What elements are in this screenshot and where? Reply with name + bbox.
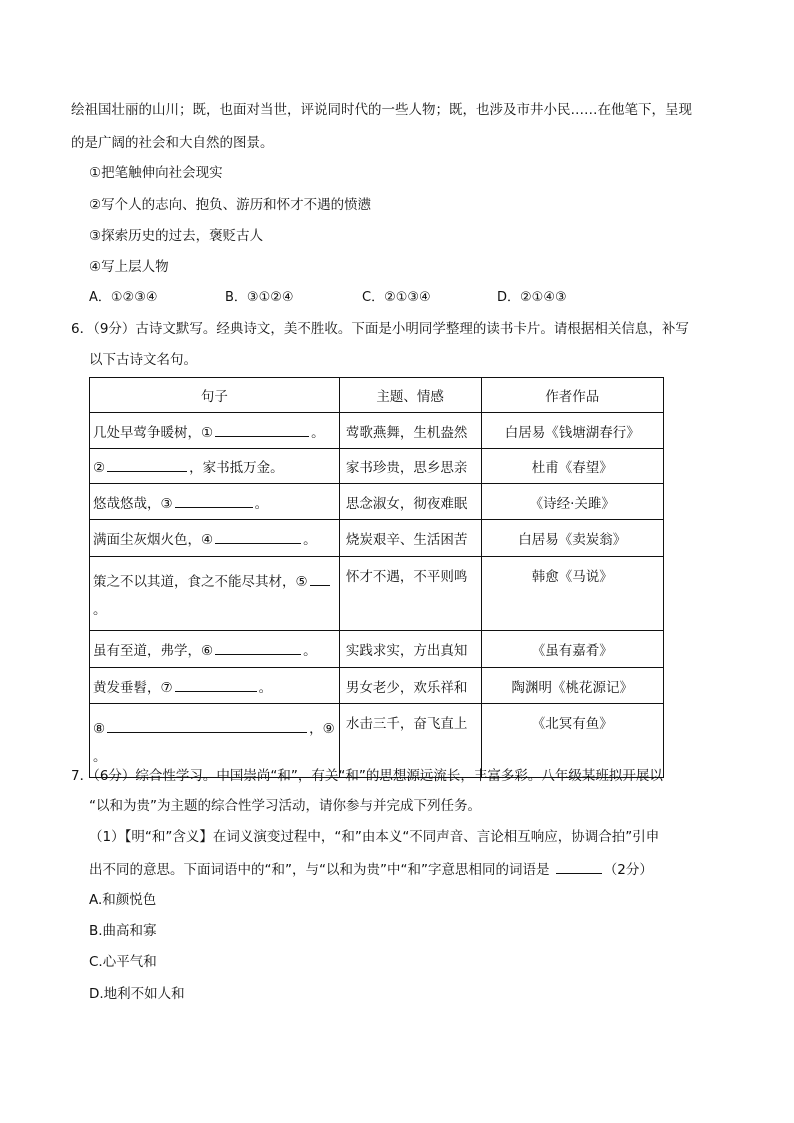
q6-line-1: 6．（9分）古诗文默写。经典诗文，美不胜收。下面是小明同学整理的读书卡片。请根据相关信息，补写 [71,321,689,337]
sentence-cell: 几处早莺争暖树，① 。 [90,413,340,449]
choice-c[interactable]: C.心平气和 [89,954,157,970]
answer-blank-q7[interactable] [556,860,602,874]
q7-line-2: “以和为贵”为主题的综合性学习活动，请你参与并完成下列任务。 [89,798,481,814]
author-cell: 韩愈《马说》 [481,557,664,631]
choice-b[interactable]: B.曲高和寡 [89,923,157,939]
q5-item-1: ①把笔触伸向社会现实 [89,165,223,181]
author-cell: 《北冥有鱼》 [481,704,664,778]
author-cell: 杜甫《春望》 [481,449,664,484]
option-b[interactable]: B．③①②④ [225,290,294,305]
header-author: 作者作品 [481,378,664,413]
author-cell: 白居易《卖炭翁》 [481,520,664,557]
theme-cell: 烧炭艰辛、生活困苦 [339,520,481,557]
answer-blank-3[interactable] [175,494,253,508]
q7-sub1-line-1: （1）【明“和”含义】在词义演变过程中，“和”由本义“不同声音、言论相互响应，协调合拍”引申 [89,829,660,845]
intro-line-1: 绘祖国壮丽的山川；既，也面对当世，评说同时代的一些人物；既，也涉及市井小民……在他笔下，呈现 [71,102,692,118]
theme-cell: 水击三千，奋飞直上 [339,704,481,778]
table-row [90,631,664,668]
author-cell: 《虽有嘉肴》 [481,631,664,668]
answer-blank-8[interactable] [107,719,307,733]
sentence-cell: ② ，家书抵万金。 [90,449,340,484]
header-theme: 主题、情感 [339,378,481,413]
answer-blank-1[interactable] [215,423,309,437]
table-header-row [90,378,664,413]
answer-blank-2[interactable] [107,458,187,472]
theme-cell: 家书珍贵，思乡思亲 [339,449,481,484]
sentence-cell: 虽有至道，弗学，⑥ 。 [90,631,340,668]
sentence-cell: 黄发垂髫，⑦ 。 [90,668,340,704]
author-cell: 《诗经·关雎》 [481,484,664,520]
table-row [90,557,664,631]
answer-blank-5[interactable] [310,572,330,586]
choice-a[interactable]: A.和颜悦色 [89,892,157,908]
answer-blank-7[interactable] [175,678,257,692]
table-row [90,520,664,557]
poem-table [89,377,664,778]
choice-d[interactable]: D.地利不如人和 [89,986,185,1002]
theme-cell: 实践求实，方出真知 [339,631,481,668]
theme-cell: 思念淑女，彻夜难眠 [339,484,481,520]
answer-blank-4[interactable] [215,530,301,544]
option-d[interactable]: D．②①④③ [497,290,567,305]
sentence-cell: ⑧ ，⑨ 。 [90,704,340,778]
q5-item-3: ③探索历史的过去，褒贬古人 [89,228,264,244]
q7-line-1: 7．（6分）综合性学习。中国崇尚“和”，有关“和”的思想源远流长，丰富多彩。八年级某班拟开展以 [71,768,663,784]
q5-item-4: ④写上层人物 [89,259,169,275]
table-row [90,449,664,484]
option-a[interactable]: A．①②③④ [89,290,158,305]
author-cell: 陶渊明《桃花源记》 [481,668,664,704]
header-sentence: 句子 [90,378,340,413]
intro-line-2: 的是广阔的社会和大自然的图景。 [71,135,274,151]
theme-cell: 莺歌燕舞，生机盎然 [339,413,481,449]
answer-blank-6[interactable] [215,641,301,655]
sentence-cell: 满面尘灰烟火色，④ 。 [90,520,340,557]
table-row [90,484,664,520]
q5-item-2: ②写个人的志向、抱负、游历和怀才不遇的愤懑 [89,197,372,213]
option-c[interactable]: C．②①③④ [362,290,431,305]
q6-line-2: 以下古诗文名句。 [89,352,197,368]
sentence-cell: 策之不以其道，食之不能尽其材，⑤ 。 [90,557,340,631]
theme-cell: 怀才不遇，不平则鸣 [339,557,481,631]
table-row [90,413,664,449]
author-cell: 白居易《钱塘湖春行》 [481,413,664,449]
table-row [90,668,664,704]
theme-cell: 男女老少，欢乐祥和 [339,668,481,704]
sentence-cell: 悠哉悠哉，③ 。 [90,484,340,520]
q7-sub1-line-2: 出不同的意思。下面词语中的“和”，与“以和为贵”中“和”字意思相同的词语是 （2分） [89,862,653,878]
